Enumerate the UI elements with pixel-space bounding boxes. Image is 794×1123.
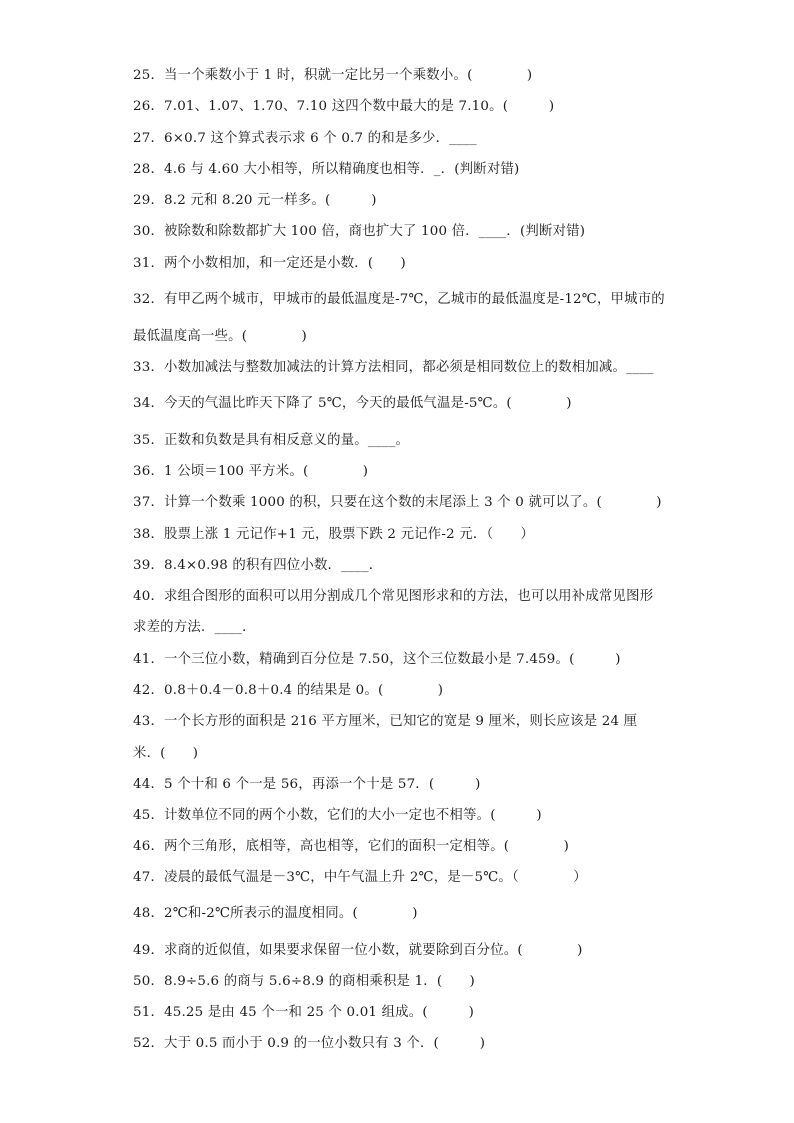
question-37: 37．计算一个数乘 1000 的积，只要在这个数的末尾添上 3 个 0 就可以了。( )	[133, 495, 662, 510]
question-26: 26．7.01、1.07、1.70、7.10 这四个数中最大的是 7.10。( )	[133, 99, 555, 114]
question-27: 27．6×0.7 这个算式表示求 6 个 0.7 的和是多少．____	[133, 131, 477, 146]
question-32: 32．有甲乙两个城市，甲城市的最低温度是-7℃，乙城市的最低温度是-12℃，甲城市的	[133, 292, 665, 307]
question-33: 33．小数加减法与整数加减法的计算方法相同，都必须是相同数位上的数相加减。____	[133, 360, 654, 375]
question-28: 28．4.6 与 4.60 大小相等，所以精确度也相等．_．(判断对错)	[133, 162, 520, 177]
question-40: 40．求组合图形的面积可以用分割成几个常见图形求和的方法，也可以用补成常见图形	[133, 589, 654, 604]
question-45: 45．计数单位不同的两个小数，它们的大小一定也不相等。( )	[133, 808, 542, 823]
question-42: 42．0.8＋0.4－0.8＋0.4 的结果是 0。( )	[133, 683, 444, 698]
question-39: 39．8.4×0.98 的积有四位小数．____．	[133, 558, 383, 573]
question-43: 43．一个长方形的面积是 216 平方厘米，已知它的宽是 9 厘米，则长应该是 24 厘	[133, 714, 638, 729]
question-44: 44．5 个十和 6 个一是 56，再添一个十是 57．( )	[133, 777, 481, 792]
question-43-continued: 米．( )	[133, 746, 199, 761]
question-36: 36．1 公顷＝100 平方米。( )	[133, 464, 369, 479]
question-31: 31．两个小数相加，和一定还是小数．( )	[133, 256, 406, 271]
question-41: 41．一个三位小数，精确到百分位是 7.50，这个三位数最小是 7.459。( )	[133, 652, 621, 667]
question-38: 38．股票上涨 1 元记作+1 元，股票下跌 2 元记作-2 元．（ ）	[133, 527, 535, 542]
question-40-continued: 求差的方法．____．	[133, 620, 256, 635]
question-52: 52．大于 0.5 而小于 0.9 的一位小数只有 3 个．( )	[133, 1036, 486, 1051]
question-30: 30．被除数和除数都扩大 100 倍，商也扩大了 100 倍．____．(判断对错)	[133, 224, 586, 239]
question-32-continued: 最低温度高一些。( )	[133, 329, 307, 344]
question-49: 49．求商的近似值，如果要求保留一位小数，就要除到百分位。( )	[133, 943, 583, 958]
question-35: 35．正数和负数是具有相反意义的量。____。	[133, 433, 410, 448]
question-48: 48．2℃和-2℃所表示的温度相同。( )	[133, 906, 418, 921]
question-34: 34．今天的气温比昨天下降了 5℃，今天的最低气温是-5℃。( )	[133, 396, 572, 411]
question-51: 51．45.25 是由 45 个一和 25 个 0.01 组成。( )	[133, 1005, 474, 1020]
question-47: 47．凌晨的最低气温是－3℃，中午气温上升 2℃，是－5℃。（ ）	[133, 870, 587, 885]
question-50: 50．8.9÷5.6 的商与 5.6÷8.9 的商相乘积是 1．( )	[133, 974, 475, 989]
question-25: 25．当一个乘数小于 1 时，积就一定比另一个乘数小。( )	[133, 68, 533, 83]
question-29: 29．8.2 元和 8.20 元一样多。( )	[133, 193, 377, 208]
question-46: 46．两个三角形，底相等，高也相等，它们的面积一定相等。( )	[133, 839, 570, 854]
